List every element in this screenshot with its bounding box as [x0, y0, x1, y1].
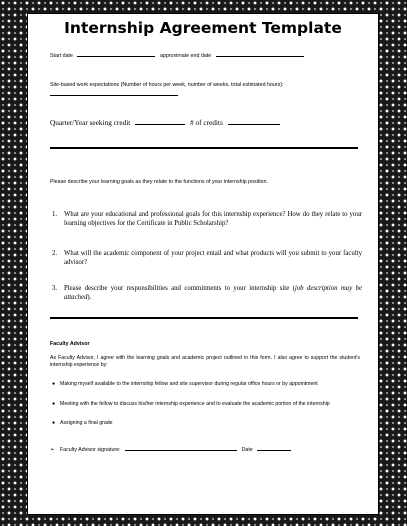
section-divider: [50, 147, 358, 149]
bullet-item: [52, 420, 362, 428]
question-number: 1.: [52, 211, 58, 218]
question-text-tail: ).: [87, 293, 92, 301]
signature-field[interactable]: [125, 445, 237, 451]
bullet-icon: ●: [52, 420, 56, 426]
credits-field[interactable]: [228, 118, 280, 125]
signature-date-field[interactable]: [257, 445, 291, 451]
question-note: job description may be attached: [64, 285, 363, 301]
question-text-main: Please describe your responsibilities and commitments to your internship site (: [64, 285, 295, 292]
quarter-credit-row: [50, 118, 283, 127]
bullet-item: [52, 401, 362, 415]
quarter-field[interactable]: [135, 118, 185, 125]
quarter-label: Quarter/Year seeking credit: [50, 118, 131, 127]
question-1: [52, 211, 362, 231]
faculty-statement: As Faculty Advisor, I agree with the learning goals and academic project outlined in this form. I also agree to support the student's internship experience by:: [50, 355, 360, 368]
question-text: What are your educational and professional goals for this internship experience? How do they relate to your learning objectives for the Certificate in Public Scholarship?: [64, 211, 362, 227]
question-text: [64, 285, 362, 303]
signature-label: Faculty Advisor signature:: [59, 447, 121, 453]
arrow-bullet-icon: ➢: [50, 447, 55, 453]
site-expectations-label: Site-based work expectations (Number of hours per week, number of weeks, total estimated hours):: [50, 82, 284, 88]
bullet-text: Making myself available to the internship fellow and site supervisor during regular office hours or by appointment: [60, 381, 318, 387]
date-label: Date: [241, 447, 253, 453]
signature-row: [50, 445, 294, 453]
document-title: Internship Agreement Template: [64, 19, 342, 37]
bullet-text: Meeting with the fellow to discuss his/her internship experience and to evaluate the academic portion of the internship: [60, 401, 330, 407]
question-3: [52, 285, 362, 305]
credits-label: # of credits: [189, 118, 223, 127]
learning-goals-intro: Please describe your learning goals as they relate to the functions of your internship position.: [50, 179, 268, 185]
question-number: 3.: [52, 285, 58, 292]
document-page: [28, 14, 378, 514]
bullet-item: [52, 381, 362, 395]
bullet-icon: ●: [52, 401, 56, 407]
bullet-icon: ●: [52, 381, 56, 387]
end-date-label: approximate end date: [159, 53, 212, 59]
end-date-field[interactable]: [216, 51, 304, 57]
faculty-advisor-heading: Faculty Advisor: [50, 341, 90, 347]
start-date-field[interactable]: [77, 51, 155, 57]
bullet-text: Assigning a final grade: [60, 420, 113, 426]
section-divider: [50, 317, 358, 319]
question-number: 2.: [52, 250, 58, 257]
question-text: What will the academic component of your project entail and what products will you submit to your faculty advisor?: [64, 250, 362, 266]
question-2: [52, 250, 362, 270]
start-date-label: Start date: [50, 53, 73, 59]
start-date-row: [50, 51, 307, 59]
site-expectations-field[interactable]: [50, 95, 178, 96]
